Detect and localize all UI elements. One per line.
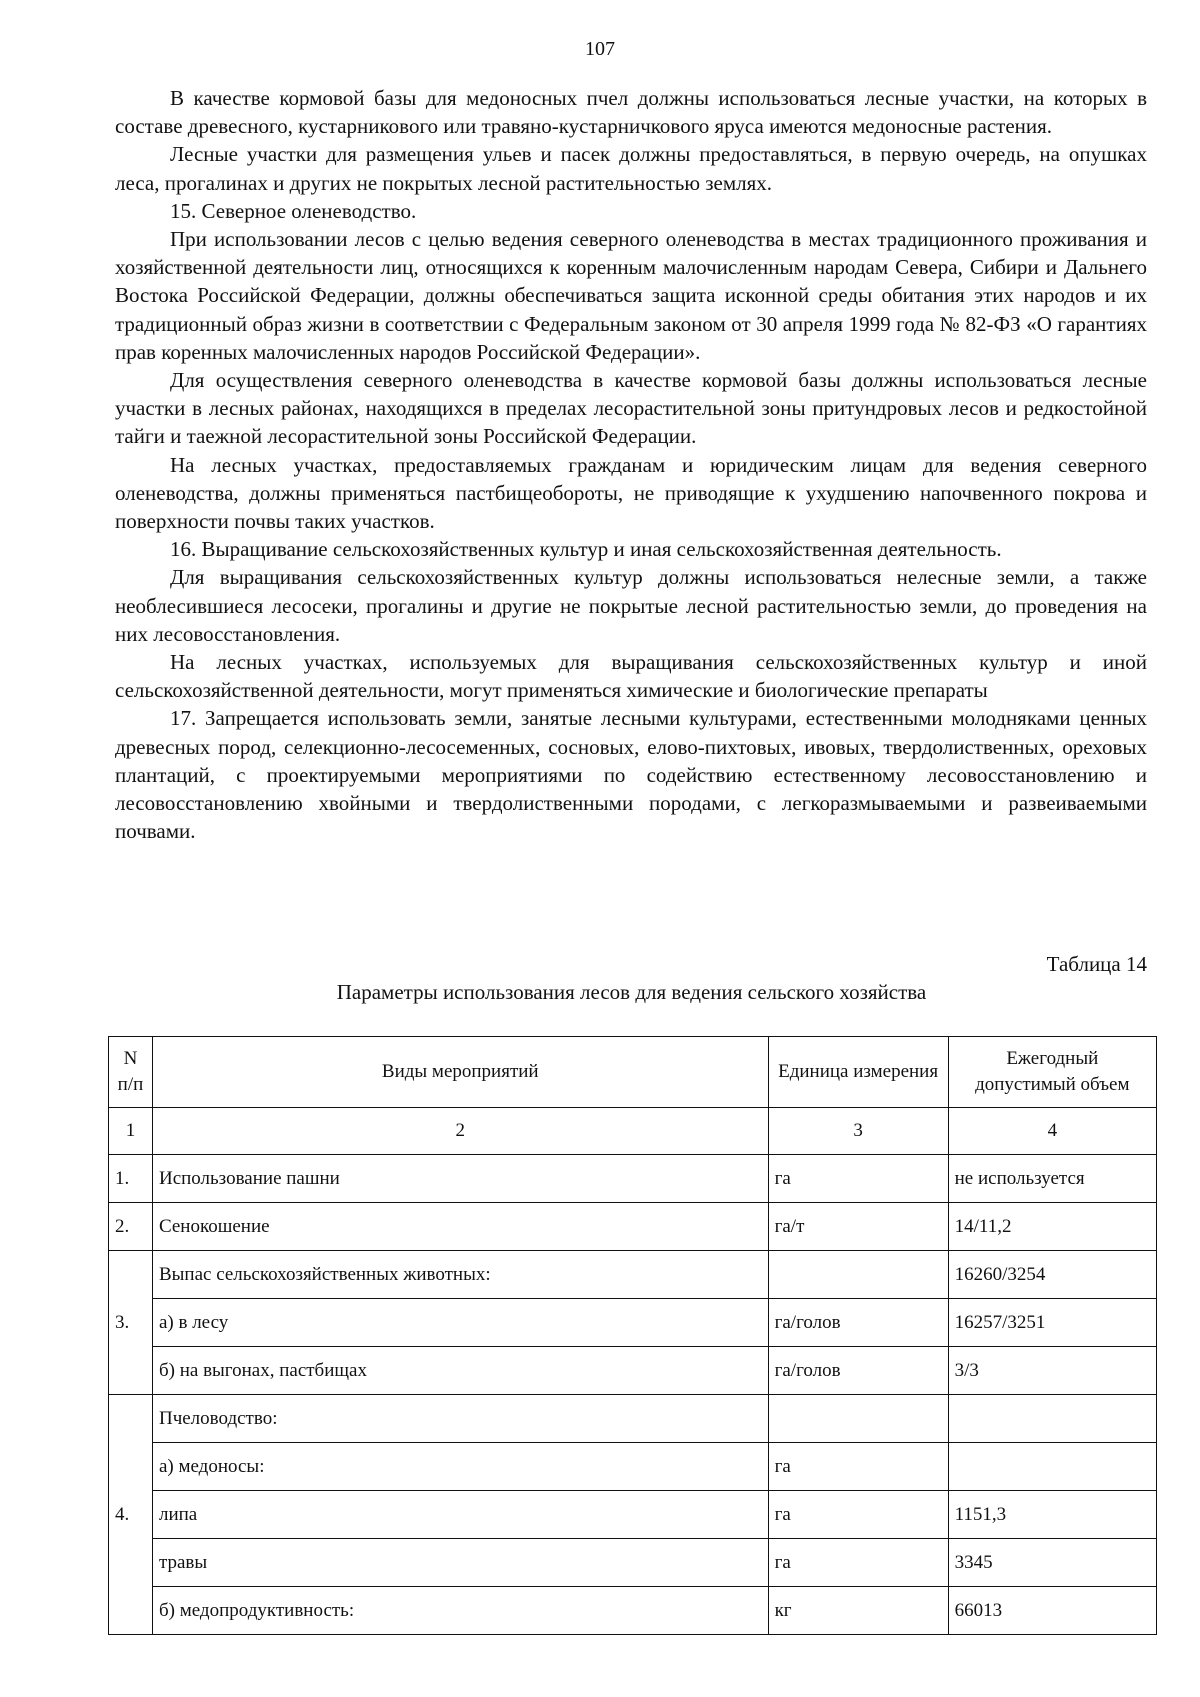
data-table <box>108 1036 1157 1635</box>
activity-cell: Использование пашни <box>152 1155 768 1203</box>
paragraph: Для выращивания сельскохозяйственных культур должны использоваться нелесные земли, а также необлесившиеся лесосеки, прогалины и другие не покрытые лесной растительностью земли, до проведения на них лесовосстановления. <box>115 565 1147 646</box>
body-text <box>115 84 1147 845</box>
paragraph: При использовании лесов с целью ведения северного оленеводства в местах традиционного проживания и хозяйственной деятельности лиц, относящихся к коренным малочисленным народам Севера, Сибири и Дальнего Востока Российской Федерации, должны обеспечиваться защита исконной среды обитания этих народов и их традиционный образ жизни в соответствии с Федеральным законом от 30 апреля 1999 года № 82-ФЗ «О гарантиях прав коренных малочисленных народов Российской Федерации». <box>115 227 1147 364</box>
volume-cell: не используется <box>948 1155 1156 1203</box>
activity-cell: травы <box>152 1539 768 1587</box>
section-heading: 15. Северное оленеводство. <box>170 198 417 223</box>
table-row <box>109 1299 1157 1347</box>
header-cell: Ежегодный допустимый объем <box>948 1037 1156 1108</box>
volume-cell: 66013 <box>948 1587 1156 1635</box>
table-row <box>109 1395 1157 1443</box>
volume-cell: 1151,3 <box>948 1491 1156 1539</box>
table-row <box>109 1251 1157 1299</box>
volume-cell: 16257/3251 <box>948 1299 1156 1347</box>
table-title: Параметры использования лесов для ведения сельского хозяйства <box>336 980 927 1004</box>
column-number: 1 <box>109 1108 153 1155</box>
table-row <box>109 1539 1157 1587</box>
table-header-row <box>109 1037 1157 1108</box>
unit-cell: кг <box>768 1587 948 1635</box>
paragraph: Для осуществления северного оленеводства в качестве кормовой базы должны использоваться лесные участки в лесных районах, находящихся в пределах лесорастительной зоны притундровых лесов и редкостойной тайги и таежной лесорастительной зоны Российской Федерации. <box>115 368 1147 449</box>
volume-cell <box>948 1443 1156 1491</box>
activity-cell: а) в лесу <box>152 1299 768 1347</box>
column-number: 2 <box>152 1108 768 1155</box>
page-number: 107 <box>585 38 615 60</box>
paragraph: В качестве кормовой базы для медоносных пчел должны использоваться лесные участки, на которых в составе древесного, кустарникового или травяно-кустарничкового яруса имеются медоносные растения. <box>115 86 1147 139</box>
header-cell: Единица измерения <box>768 1037 948 1108</box>
column-number: 3 <box>768 1108 948 1155</box>
volume-cell: 3345 <box>948 1539 1156 1587</box>
table-row <box>109 1443 1157 1491</box>
unit-cell: га <box>768 1443 948 1491</box>
table-row <box>109 1587 1157 1635</box>
activity-cell: а) медоносы: <box>152 1443 768 1491</box>
activity-cell: Пчеловодство: <box>152 1395 768 1443</box>
column-number: 4 <box>948 1108 1156 1155</box>
activity-cell: Сенокошение <box>152 1203 768 1251</box>
activity-cell: б) медопродуктивность: <box>152 1587 768 1635</box>
unit-cell <box>768 1251 948 1299</box>
volume-cell: 3/3 <box>948 1347 1156 1395</box>
paragraph: 17. Запрещается использовать земли, занятые лесными культурами, естественными молодняками ценных древесных пород, селекционно-лесосеменных, сосновых, елово-пихтовых, ивовых, твердолиственных, ореховых плантаций, с проектируемыми мероприятиями по содействию естественному лесовосстановлению и лесовосстановлению хвойными и твердолиственными породами, с легкоразмываемыми и развеиваемыми почвами. <box>115 706 1147 844</box>
unit-cell: га <box>768 1539 948 1587</box>
volume-cell <box>948 1395 1156 1443</box>
table-row <box>109 1347 1157 1395</box>
row-number: 1. <box>109 1155 153 1203</box>
volume-cell: 14/11,2 <box>948 1203 1156 1251</box>
row-number: 2. <box>109 1203 153 1251</box>
unit-cell <box>768 1395 948 1443</box>
table-number: Таблица 14 <box>1046 952 1147 976</box>
activity-cell: липа <box>152 1491 768 1539</box>
paragraph: Лесные участки для размещения ульев и пасек должны предоставляться, в первую очередь, на опушках леса, прогалинах и других не покрытых лесной растительностью землях. <box>115 142 1147 195</box>
paragraph: На лесных участках, предоставляемых гражданам и юридическим лицам для ведения северного оленеводства, должны применяться пастбищеобороты, не приводящие к ухудшению напочвенного покрова и поверхности почвы таких участков. <box>115 452 1147 534</box>
table-row <box>109 1203 1157 1251</box>
volume-cell: 16260/3254 <box>948 1251 1156 1299</box>
row-number: 3. <box>109 1251 153 1395</box>
column-number-row <box>109 1108 1157 1155</box>
table-row <box>109 1155 1157 1203</box>
activity-cell: Выпас сельскохозяйственных животных: <box>152 1251 768 1299</box>
activity-cell: б) на выгонах, пастбищах <box>152 1347 768 1395</box>
row-number: 4. <box>109 1395 153 1635</box>
section-heading: 16. Выращивание сельскохозяйственных культур и иная сельскохозяйственная деятельность. <box>170 537 1002 562</box>
unit-cell: га/голов <box>768 1347 948 1395</box>
unit-cell: га/т <box>768 1203 948 1251</box>
unit-cell: га <box>768 1491 948 1539</box>
header-cell: Виды мероприятий <box>152 1037 768 1108</box>
header-cell: N п/п <box>109 1037 153 1108</box>
paragraph: На лесных участках, используемых для выращивания сельскохозяйственных культур и иной сельскохозяйственной деятельности, могут применяться химические и биологические препараты <box>115 650 1147 703</box>
unit-cell: га/голов <box>768 1299 948 1347</box>
table-row <box>109 1491 1157 1539</box>
unit-cell: га <box>768 1155 948 1203</box>
